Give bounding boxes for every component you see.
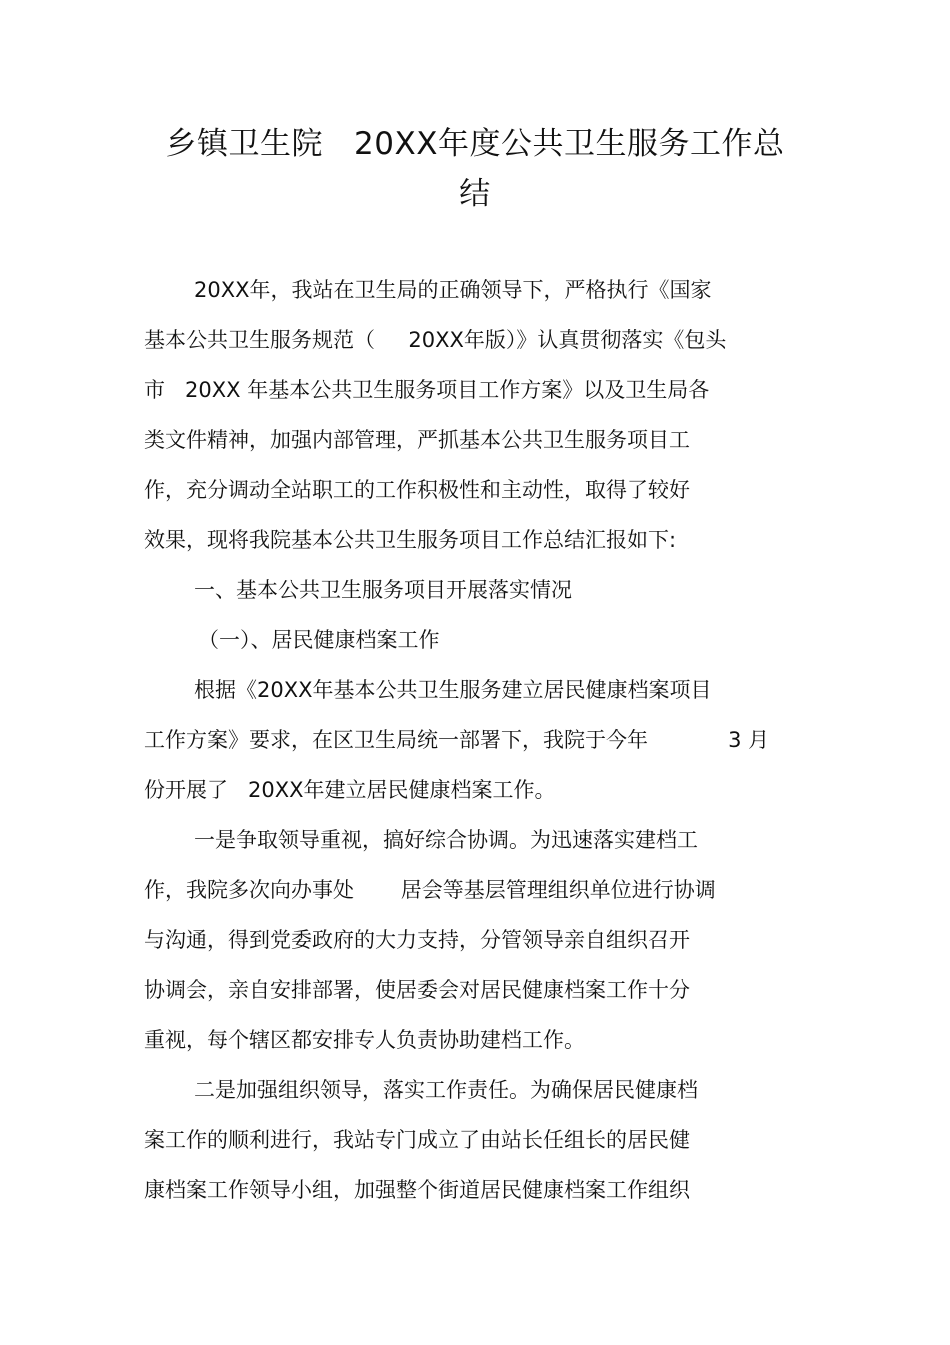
document-title-line-2: 结 <box>459 176 491 212</box>
paragraph-line: 效果，现将我院基本公共卫生服务项目工作总结汇报如下: <box>144 528 677 552</box>
paragraph-line: 作，我院多次向办事处 居会等基层管理组织单位进行协调 <box>144 878 716 902</box>
paragraph-line: 协调会，亲自安排部署，使居委会对居民健康档案工作十分 <box>144 978 690 1002</box>
paragraph-line: 案工作的顺利进行，我站专门成立了由站长任组长的居民健 <box>144 1128 690 1152</box>
paragraph-line: 20XX年，我站在卫生局的正确领导下，严格执行《国家 <box>194 278 712 302</box>
paragraph-line: 重视，每个辖区都安排专人负责协助建档工作。 <box>144 1028 585 1052</box>
paragraph-line: 康档案工作领导小组，加强整个街道居民健康档案工作组织 <box>144 1178 690 1202</box>
paragraph-line: 类文件精神，加强内部管理，严抓基本公共卫生服务项目工 <box>144 428 690 452</box>
paragraph-line: 基本公共卫生服务规范（ 20XX年版）》认真贯彻落实《包头 <box>144 328 727 352</box>
paragraph-line: 一是争取领导重视，搞好综合协调。为迅速落实建档工 <box>194 828 698 852</box>
subsection-heading: （一）、居民健康档案工作 <box>198 628 440 652</box>
paragraph-line: 根据《20XX年基本公共卫生服务建立居民健康档案项目 <box>194 678 712 702</box>
paragraph-line: 作，充分调动全站职工的工作积极性和主动性，取得了较好 <box>144 478 690 502</box>
section-heading: 一、基本公共卫生服务项目开展落实情况 <box>194 578 572 602</box>
paragraph-line: 市 20XX 年基本公共卫生服务项目工作方案》以及卫生局各 <box>144 378 710 402</box>
paragraph-line: 份开展了 20XX年建立居民健康档案工作。 <box>144 778 556 802</box>
paragraph-line: 二是加强组织领导，落实工作责任。为确保居民健康档 <box>194 1078 698 1102</box>
paragraph-line: 与沟通，得到党委政府的大力支持，分管领导亲自组织召开 <box>144 928 690 952</box>
paragraph-line: 工作方案》要求，在区卫生局统一部署下，我院于今年 3 月 <box>144 728 770 752</box>
document-title-line-1: 乡镇卫生院 20XX年度公共卫生服务工作总 <box>165 126 785 162</box>
